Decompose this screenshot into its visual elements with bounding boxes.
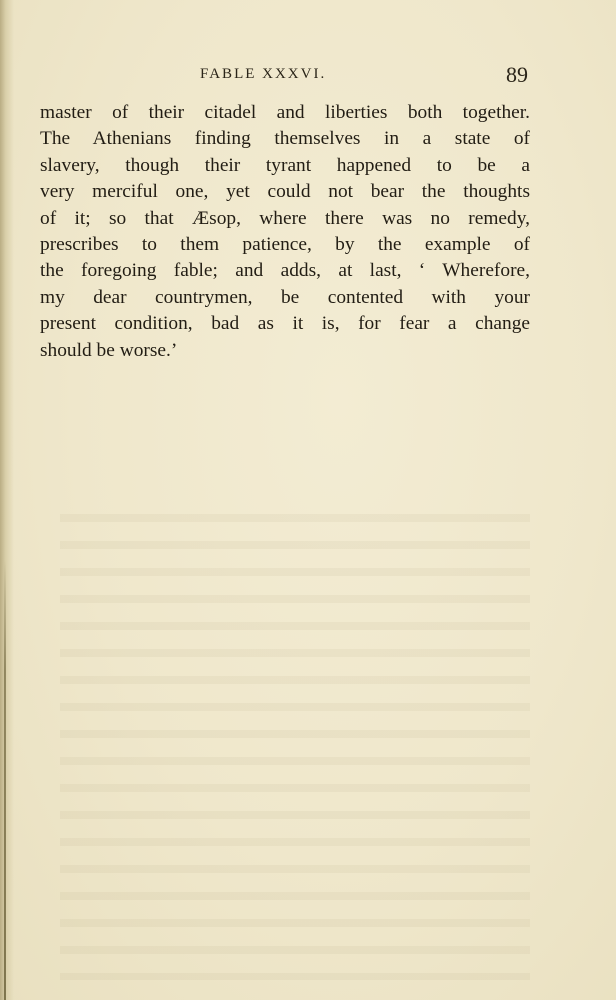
text-line: should be worse.’ — [40, 339, 178, 361]
page-header — [40, 62, 540, 88]
text-line: slavery, though their tyrant happened to be a — [40, 154, 530, 176]
text-line: present condition, bad as it is, for fear a change — [40, 313, 530, 335]
text-line: of it; so that Æsop, where there was no remedy, — [40, 207, 530, 229]
text-line: the foregoing fable; and adds, at last, ‘ Wherefore, — [40, 260, 530, 282]
text-line: master of their citadel and liberties both together. — [40, 102, 530, 123]
binding-shadow — [0, 0, 14, 1000]
body-text — [40, 100, 530, 364]
text-line: The Athenians finding themselves in a state of — [40, 128, 530, 150]
text-line: prescribes to them patience, by the example of — [40, 233, 530, 255]
text-line: very merciful one, yet could not bear the thoughts — [40, 181, 530, 203]
binding-edge — [4, 560, 6, 1000]
page-number: 89 — [506, 62, 528, 87]
text-line: my dear countrymen, be contented with your — [40, 286, 530, 308]
running-head: FABLE XXXVI. — [200, 66, 327, 82]
show-through — [60, 500, 530, 980]
